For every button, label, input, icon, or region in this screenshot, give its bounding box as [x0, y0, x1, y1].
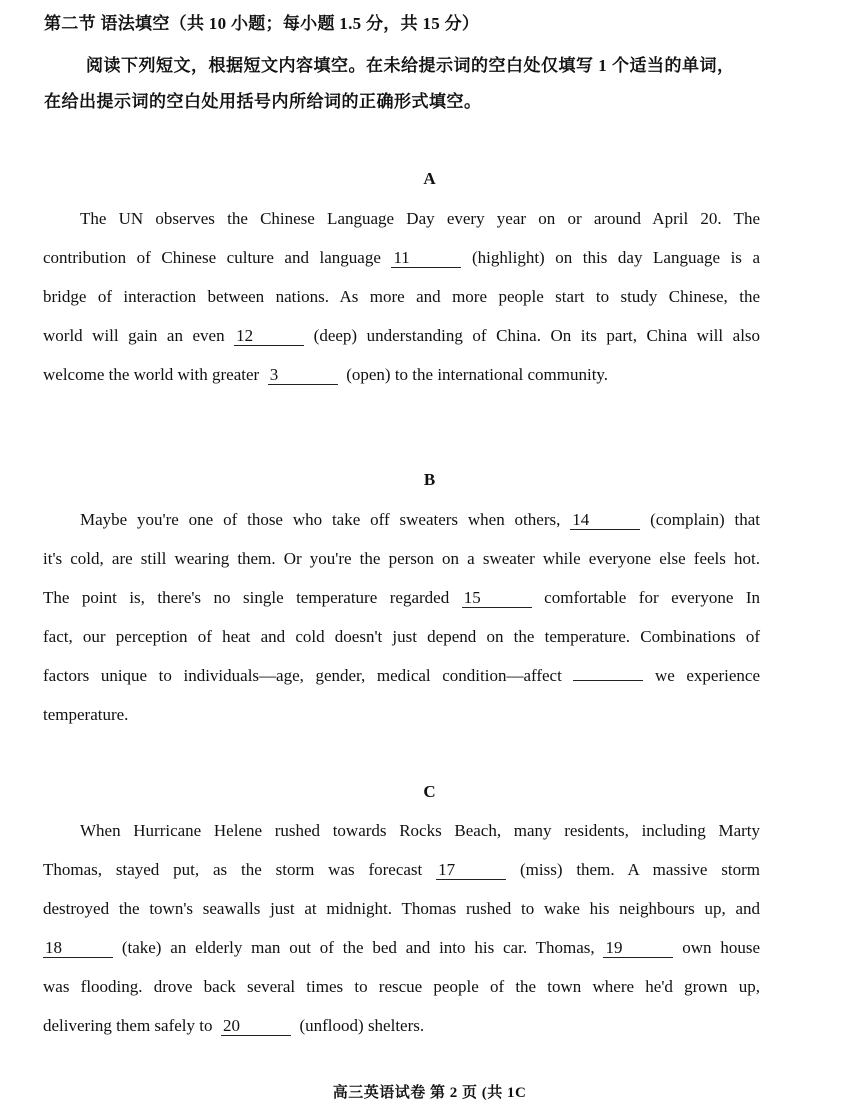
passage-a-line-2: [43, 238, 760, 277]
passage-a-line-1: The UN observes the Chinese Language Day every year on or around April 20. The: [80, 209, 760, 228]
blank-20[interactable]: 20: [221, 1016, 291, 1036]
passage-a-line-5-text-a: welcome the world with greater: [43, 365, 260, 384]
passage-a-line-2-text-a: contribution of Chinese culture and language: [43, 248, 381, 267]
passage-b-line-2: it's cold, are still wearing them. Or you're the person on a sweater while everyone else feels hot.: [43, 549, 760, 568]
passage-c-line-2-text-a: Thomas, stayed put, as the storm was forecast: [43, 860, 423, 879]
passage-c-line-4-text-a: (take) an elderly man out of the bed and into his car. Thomas,: [121, 938, 595, 957]
section-header: 第二节 语法填空（共 10 小题；每小题 1.5 分，共 15 分）: [44, 14, 480, 33]
passage-a-line-4-text-a: world will gain an even: [43, 326, 225, 345]
blank-14[interactable]: 14: [570, 510, 640, 530]
passage-c: [43, 811, 760, 1045]
blank-11[interactable]: 11: [391, 248, 461, 268]
passage-c-line-6-text-a: delivering them safely to: [43, 1016, 213, 1035]
passage-c-line-1: When Hurricane Helene rushed towards Rocks Beach, many residents, including Marty: [80, 821, 760, 840]
passage-b-line-5-text-b: we experience: [654, 666, 760, 685]
page-footer: 高三英语试卷 第 2 页 (共 1C: [332, 1085, 527, 1101]
passage-a: [43, 199, 760, 394]
blank-19[interactable]: 19: [603, 938, 673, 958]
passage-b-line-3: [43, 578, 760, 617]
passage-c-line-2: [43, 850, 760, 889]
passage-a-label: A: [423, 169, 436, 188]
passage-a-line-2-text-b: (highlight) on this day Language is a: [472, 248, 761, 267]
passage-a-line-4: [43, 316, 760, 355]
instructions-line-2: 在给出提示词的空白处用括号内所给词的正确形式填空。: [44, 92, 482, 111]
passage-c-label: C: [423, 782, 436, 801]
passage-b: [43, 500, 760, 734]
passage-b-line-5: [43, 656, 760, 695]
passage-a-line-3: bridge of interaction between nations. As more and more people start to study Chinese, the: [43, 287, 760, 306]
passage-c-line-3: destroyed the town's seawalls just at midnight. Thomas rushed to wake his neighbours up, and: [43, 899, 760, 918]
passage-c-line-6-text-b: (unflood) shelters.: [299, 1016, 425, 1035]
passage-a-line-4-text-b: (deep) understanding of China. On its part, China will also: [313, 326, 761, 345]
blank-13[interactable]: 3: [268, 365, 338, 385]
passage-a-line-5: [43, 355, 760, 394]
blank-18[interactable]: 18: [43, 938, 113, 958]
passage-b-line-1-text-a: Maybe you're one of those who take off sweaters when others,: [80, 510, 561, 529]
passage-b-label: B: [423, 470, 436, 489]
passage-b-line-4: fact, our perception of heat and cold doesn't just depend on the temperature. Combinations of: [43, 627, 760, 646]
passage-b-line-6: temperature.: [43, 705, 129, 724]
passage-c-line-6: [43, 1006, 760, 1045]
blank-16[interactable]: [573, 680, 643, 681]
passage-b-line-3-text-b: comfortable for everyone In: [544, 588, 761, 607]
instructions-line-1: 阅读下列短文，根据短文内容填空。在未给提示词的空白处仅填写 1 个适当的单词，: [86, 56, 735, 75]
passage-b-line-5-text-a: factors unique to individuals—age, gender, medical condition—affect: [43, 666, 562, 685]
instructions: [44, 48, 760, 120]
passage-b-line-3-text-a: The point is, there's no single temperature regarded: [43, 588, 450, 607]
passage-c-line-4: [43, 928, 760, 967]
passage-c-line-2-text-b: (miss) them. A massive storm: [519, 860, 761, 879]
passage-c-line-5: was flooding. drove back several times to rescue people of the town where he'd grown up,: [43, 977, 760, 996]
passage-b-line-1: [43, 500, 760, 539]
blank-12[interactable]: 12: [234, 326, 304, 346]
passage-a-line-5-text-b: (open) to the international community.: [346, 365, 609, 384]
blank-17[interactable]: 17: [436, 860, 506, 880]
blank-15[interactable]: 15: [462, 588, 532, 608]
passage-c-line-4-text-b: own house: [682, 938, 761, 957]
passage-b-line-1-text-b: (complain) that: [650, 510, 761, 529]
